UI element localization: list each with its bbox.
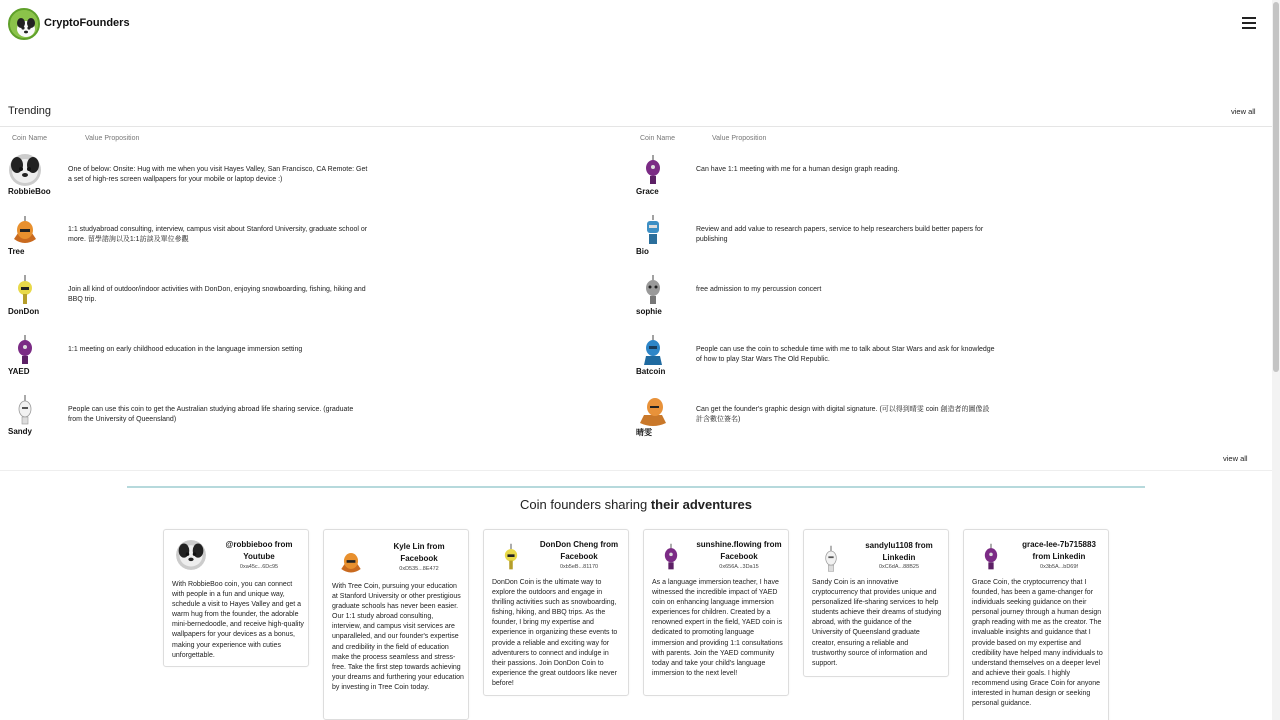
blue-bat-bot-icon: [636, 333, 670, 367]
story-author: DonDon Cheng from Facebook: [539, 540, 619, 561]
column-header-coin-name: Coin Name: [640, 135, 676, 142]
blue-bot-icon: [636, 213, 670, 247]
story-body: Sandy Coin is an innovative cryptocurrency that provides unique and personalized life-sharing services to help students achieve their dreams of studying abroad, with the guidance of the University of Queensland graduate creator, ensuring a reliable and trustworthy source of information and support.: [812, 579, 942, 667]
story-wallet-address: 0xD535...8E472: [399, 566, 439, 572]
story-wallet-address: 0x3b5A...bD69f: [1040, 564, 1078, 570]
coin-name[interactable]: Grace: [636, 187, 659, 196]
coin-value-proposition: free admission to my percussion concert: [696, 286, 822, 293]
white-bot-icon: [816, 544, 846, 574]
vertical-scrollbar[interactable]: [1272, 0, 1280, 720]
coin-name[interactable]: Tree: [8, 247, 25, 256]
trending-row[interactable]: [8, 213, 628, 273]
coin-name[interactable]: Batcoin: [636, 367, 666, 376]
yellow-bot-icon: [8, 273, 42, 307]
stories-section-title: [0, 497, 1272, 512]
coin-name[interactable]: YAED: [8, 367, 30, 376]
accent-line: [127, 486, 1145, 488]
trending-header: [0, 100, 1272, 127]
brand-name[interactable]: CryptoFounders: [44, 17, 130, 29]
view-all-link[interactable]: view all: [1231, 107, 1256, 116]
trending-row[interactable]: [8, 393, 628, 453]
story-wallet-address: 0xC6dA...88B25: [878, 564, 920, 570]
trending-row[interactable]: [8, 273, 628, 333]
hamburger-menu-icon[interactable]: [1242, 17, 1256, 29]
story-wallet-address: 0x656A...3Da15: [719, 564, 759, 570]
trending-row[interactable]: [8, 333, 628, 393]
orange-bust-icon: [636, 393, 670, 427]
coin-name[interactable]: Sandy: [8, 427, 33, 436]
stories-title-plain: Coin founders sharing: [520, 497, 651, 512]
trending-row[interactable]: [636, 273, 1256, 333]
section-divider: [0, 470, 1272, 471]
orange-bot-icon: [336, 546, 366, 576]
story-author: grace-lee-7b715883 from Linkedin: [1022, 540, 1096, 561]
trending-row[interactable]: [636, 213, 1256, 273]
scrollbar-thumb[interactable]: [1273, 2, 1279, 372]
story-wallet-address: 0xb5eB...81170: [559, 564, 599, 570]
coin-value-proposition: People can use the coin to schedule time with me to talk about Star Wars and ask for knowledge of how to play Star Wars The Old Republic.: [696, 346, 995, 363]
coin-name[interactable]: DonDon: [8, 307, 40, 316]
founder-story-card[interactable]: [163, 529, 309, 667]
trending-row[interactable]: [8, 153, 628, 213]
founder-story-card[interactable]: [483, 529, 629, 696]
trending-row[interactable]: [636, 393, 1256, 453]
founder-story-card[interactable]: [963, 529, 1109, 720]
story-wallet-address: 0xa45c...6Dc95: [239, 564, 279, 570]
column-header-value-proposition: Value Proposition: [712, 135, 767, 142]
white-bot-icon: [8, 393, 42, 427]
trending-row[interactable]: [636, 333, 1256, 393]
orange-bot-icon: [8, 213, 42, 247]
story-body: Grace Coin, the cryptocurrency that I founded, has been a game-changer for individuals seeking guidance on their personal journey through a human design graph reading with me as the creator. The invaluable insights and guidance that I provide based on my expertise and credibility have helped many individuals to understand themselves on a deeper level and achieve their goals. I highly recommend using Grace Coin for anyone interested in human design or seeking personal guidance.: [972, 579, 1103, 708]
coin-value-proposition: Can have 1:1 meeting with me for a human design graph reading.: [696, 166, 900, 173]
coin-value-proposition: Can get the founder's graphic design with digital signature. (可以得到晴雯 coin 創造者的圖像設計含數位簽名): [696, 406, 990, 423]
story-body: DonDon Coin is the ultimate way to explore the outdoors and engage in thrilling activities such as snowboarding, fishing, hiking, and BBQ trips. As the founder, I bring my expertise and experience in organizing these events to provide a reliable and exciting way for adventurers to connect and indulge in their passions. Join DonDon Coin to experience the great outdoors like never before!: [492, 579, 618, 687]
founder-story-card[interactable]: [803, 529, 949, 677]
coin-name[interactable]: 晴雯: [636, 428, 652, 437]
column-header-coin-name: Coin Name: [12, 135, 48, 142]
stories-title-bold: their adventures: [650, 497, 752, 512]
founder-story-card[interactable]: [643, 529, 789, 696]
yellow-bot-icon: [496, 542, 526, 572]
coin-name[interactable]: RobbieBoo: [8, 187, 51, 196]
story-body: With Tree Coin, pursuing your education at Stanford University or other prestigious graduate schools has never been easier. Our 1:1 study abroad consulting, interview, and campus visit services are unparalleled, and our founder's expertise and credibility in the field of education make the process seamless and stress-free. Take the first step towards achieving your dreams and furthering your education by investing in Tree Coin today.: [332, 583, 464, 691]
trending-row[interactable]: [636, 153, 1256, 213]
dog-avatar-icon: [176, 540, 206, 570]
coin-value-proposition: 1:1 studyabroad consulting, interview, campus visit about Stanford University, graduate school or more. 留學諮詢以及1:1訪談及單位參觀: [68, 226, 368, 243]
coin-name[interactable]: Bio: [636, 247, 649, 256]
purple-bot-icon: [636, 153, 670, 187]
coin-name[interactable]: sophie: [636, 307, 662, 316]
purple-bot-icon: [8, 333, 42, 367]
coin-value-proposition: People can use this coin to get the Australian studying abroad life sharing service. (graduate from the University of Queensland): [68, 406, 354, 423]
purple-bot-icon: [976, 542, 1006, 572]
trending-title: Trending: [8, 105, 52, 117]
story-author: sandylu1108 from Linkedin: [865, 541, 933, 562]
dog-avatar-icon: [8, 153, 42, 187]
story-body: As a language immersion teacher, I have witnessed the incredible impact of YAED coin on enhancing language immersion experiences for children. Created by a renowned expert in the field, YAED coin is dedicated to promoting language immersion and providing 1:1 consultations with parents. Join the YAED community today and take your child's language immersion to the next level!: [652, 579, 783, 677]
coin-value-proposition: One of below: Onsite: Hug with me when you visit Hayes Valley, San Francisco, CA Remote: Get a set of high-res screen wallpapers for your mobile or laptop device :): [68, 166, 368, 183]
gray-bot-icon: [636, 273, 670, 307]
story-author: sunshine.flowing from Facebook: [696, 540, 782, 561]
brand-logo-icon[interactable]: [8, 8, 40, 40]
story-author: Kyle Lin from Facebook: [393, 542, 445, 563]
purple-bot-icon: [656, 542, 686, 572]
coin-value-proposition: Join all kind of outdoor/indoor activities with DonDon, enjoying snowboarding, fishing, hiking and BBQ trip.: [68, 286, 366, 303]
founder-story-card[interactable]: [323, 529, 469, 720]
view-all-link-bottom[interactable]: view all: [1223, 454, 1248, 463]
coin-value-proposition: 1:1 meeting on early childhood education in the language immersion setting: [68, 346, 303, 353]
story-author: @robbieboo from Youtube: [225, 540, 293, 561]
coin-value-proposition: Review and add value to research papers, service to help researchers build better papers for publishing: [696, 226, 984, 243]
column-header-value-proposition: Value Proposition: [85, 135, 140, 142]
top-nav: [0, 0, 1272, 48]
story-body: With RobbieBoo coin, you can connect with people in a fun and unique way, schedule a visit to Hayes Valley and get a warm hug from the founder, the adorable mini-bernedoodle, and receive high-quality wallpapers for your devices as a bonus, making your experience with cuties unforgettable.: [172, 581, 304, 659]
